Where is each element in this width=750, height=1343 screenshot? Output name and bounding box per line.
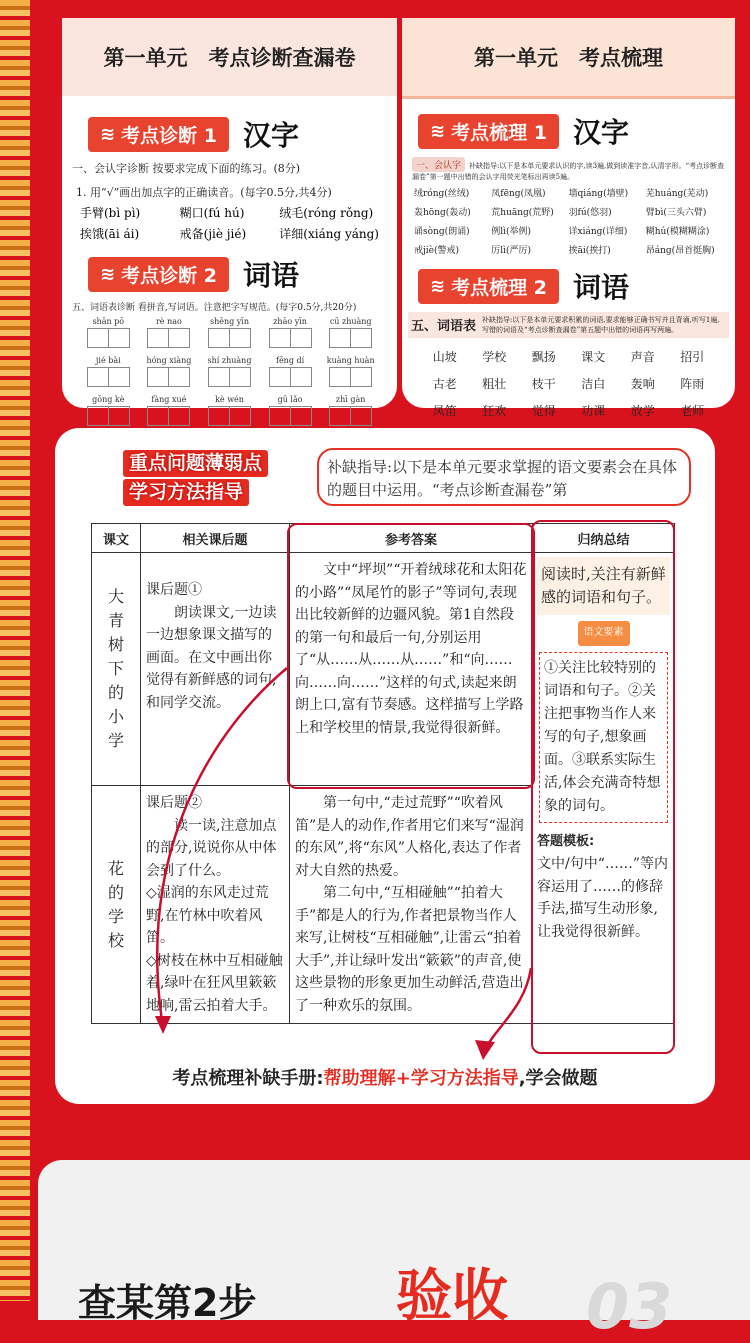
word-item <box>320 356 381 387</box>
word-pinyin: gū lǎo <box>277 395 303 404</box>
pinyin-item: 手臂(bì pì) <box>80 206 141 220</box>
word-pinyin: fēng dí <box>275 356 305 365</box>
writing-boxes[interactable] <box>139 406 200 426</box>
word-pinyin: shí zhuàng <box>207 356 252 365</box>
table-header: 归纳总结 <box>533 524 675 553</box>
summary-tag: 语文要素 <box>578 621 630 646</box>
writing-boxes[interactable] <box>139 328 200 348</box>
vocab-item: 轰响 <box>630 377 655 391</box>
table-header-row <box>92 524 675 553</box>
word-pinyin: kè wén <box>215 395 244 404</box>
answer-cell <box>290 786 533 1024</box>
answer-text: 文中“坪坝”“开着绒球花和太阳花的小路”“凤尾竹的影子”等词句,表现出比较新鲜的边疆风貌。第1自然段的第一句和最后一句,分别运用了“从……从……从……”和“向……向……向……”这样的句式,读起来朗朗上口,富有节奏感。这样描写上学路上和学校里的情景,我觉得很新鲜。 <box>295 562 527 736</box>
vocab-item: 阵雨 <box>680 377 705 391</box>
question-cell <box>141 553 290 786</box>
writing-boxes[interactable] <box>320 406 381 426</box>
study-table <box>91 523 675 1024</box>
table-row <box>92 553 675 786</box>
char-item: 凤fēng(凤凰) <box>491 189 546 199</box>
pinyin-item: 绒毛(róng rǒng) <box>279 206 374 220</box>
char-item: 糊hú(模糊糊涂) <box>645 227 710 237</box>
char-item: 羽fú(悠羽) <box>568 208 612 218</box>
word-item <box>78 395 139 426</box>
vocab-item: 老师 <box>680 404 705 418</box>
vocab-item: 古老 <box>432 377 457 391</box>
table-header: 参考答案 <box>290 524 533 553</box>
review-badge-1 <box>418 114 559 149</box>
gold-ribbon-border <box>0 0 30 1301</box>
summary-top: 阅读时,关注有新鲜感的词语和句子。 <box>537 557 670 615</box>
diagnosis-badge-2 <box>88 257 229 292</box>
wave-icon: ≋ <box>430 275 446 297</box>
word-item <box>139 395 200 426</box>
vocab-item: 学校 <box>482 350 507 364</box>
lesson-name <box>92 786 141 1024</box>
word-item <box>78 356 139 387</box>
word-item <box>260 317 321 348</box>
hint-text: 补缺指导:以下是本单元要求认识的字,读3遍,做到读准字音,认清字形。“考点诊断查漏卷”第一题中出错的会认字用荧光笔标出再读5遍。 <box>412 162 725 181</box>
char-item: 臂bì(三头六臂) <box>645 208 707 218</box>
hint-line <box>412 157 727 182</box>
char-grid <box>414 186 723 256</box>
word-pinyin: shān pō <box>92 317 125 326</box>
badge-topic: 汉字 <box>242 119 299 152</box>
question-text: 读一读,注意加点的部分,说说你从中体会到了什么。 <box>146 817 277 879</box>
vocab-item: 功课 <box>581 404 606 418</box>
writing-boxes[interactable] <box>78 328 139 348</box>
section-line: 一、会认字诊断 按要求完成下面的练习。(8分) <box>72 162 301 175</box>
panel-footer <box>55 1064 715 1090</box>
word-item <box>260 356 321 387</box>
writing-boxes[interactable] <box>320 367 381 387</box>
table-header: 课文 <box>92 524 141 553</box>
review-card <box>402 18 735 418</box>
footer-highlight: 帮助理解+学习方法指导 <box>323 1068 519 1089</box>
char-item: 戒jiè(警戒) <box>414 246 460 256</box>
pinyin-item: 糊口(fú hú) <box>179 206 245 220</box>
answer-cell <box>290 553 533 786</box>
badge-topic: 词语 <box>242 259 299 292</box>
step-number: 03 <box>586 1270 673 1343</box>
vocab-item: 觉得 <box>531 404 556 418</box>
wave-icon: ≋ <box>100 123 116 145</box>
vocab-grid <box>420 348 717 419</box>
char-item: 挨āi(挨打) <box>568 246 611 256</box>
diagnosis-card <box>62 18 397 408</box>
char-item: 详xiáng(详细) <box>568 227 628 237</box>
vocab-item: 声音 <box>630 350 655 364</box>
badge-row-2 <box>418 266 735 306</box>
pinyin-item: 详细(xiáng yáng) <box>279 227 379 241</box>
question-bullet: ◇湿润的东风走过荒野,在竹林中吹着风笛。 <box>146 885 269 946</box>
word-pinyin: gōng kè <box>92 395 125 404</box>
vocab-item: 狂欢 <box>482 404 507 418</box>
step-title: 验收 <box>396 1264 508 1329</box>
panel-label-line: 学习方法指导 <box>123 479 249 506</box>
writing-boxes[interactable] <box>78 367 139 387</box>
word-item <box>78 317 139 348</box>
next-step-card <box>38 1160 750 1343</box>
char-item: 荒huāng(荒野) <box>491 208 554 218</box>
lesson-text: 花的学校 <box>108 858 125 950</box>
summary-cell <box>533 553 675 1024</box>
writing-boxes[interactable] <box>78 406 139 426</box>
badge-label: 考点诊断 1 <box>121 124 217 147</box>
badge-label: 考点梳理 1 <box>451 121 547 144</box>
word-item <box>320 317 381 348</box>
vocab-item: 飘扬 <box>531 350 556 364</box>
word-item <box>199 356 260 387</box>
pinyin-grid <box>80 204 379 242</box>
badge-label: 考点梳理 2 <box>451 276 547 299</box>
char-item: 墙qiáng(墙壁) <box>568 189 629 199</box>
word-pinyin: zhī gàn <box>335 395 366 404</box>
method-panel <box>55 428 715 1104</box>
answer-text: 第二句中,“互相碰触”“拍着大手”都是人的行为,作者把景物当作人来写,让树枝“互相碰触”,让雷云“拍着大手”,并让绿叶发出“簌簌”的声音,使这些景物的形象更加生动鲜活,营造出了一种欢乐的氛围。 <box>295 885 524 1014</box>
wave-icon: ≋ <box>430 120 446 142</box>
badge-topic: 词语 <box>572 271 629 304</box>
section-tag: 一、会认字 <box>412 157 465 172</box>
section-line: 五、词语表诊断 看拼音,写词语。注意把字写规范。(每字0.5分,共20分) <box>72 303 357 313</box>
writing-boxes[interactable] <box>139 367 200 387</box>
word-pinyin: jié bài <box>95 356 121 365</box>
review-card-title: 第一单元 考点梳理 <box>402 18 735 99</box>
hint-text: 补缺指导:以下是本单元要求积累的词语,要求能够正确书写并且背诵,听写1遍,写错的词语及“考点诊断查漏卷”第五题中出错的词语再写两遍。 <box>482 316 720 334</box>
question-cell <box>141 786 290 1024</box>
word-grid <box>78 317 381 426</box>
template-title: 答题模板: <box>537 833 595 849</box>
char-item: 诵sòng(朗诵) <box>414 227 470 237</box>
vocab-item: 山坡 <box>432 350 457 364</box>
writing-boxes[interactable] <box>320 328 381 348</box>
writing-boxes[interactable] <box>260 406 321 426</box>
wave-icon: ≋ <box>100 263 116 285</box>
writing-boxes[interactable] <box>199 367 260 387</box>
char-item: 芜huáng(芜动) <box>645 189 709 199</box>
question-title: 课后题② <box>146 795 202 811</box>
answer-text: 第一句中,“走过荒野”“吹着风笛”是人的动作,作者用它们来写“湿润的东风”,将“东风”人格化,表达了作者对大自然的热爱。 <box>295 795 524 879</box>
step-text: 查某第2步 <box>78 1281 257 1325</box>
word-pinyin: shēng yīn <box>209 317 250 326</box>
panel-label <box>123 450 268 508</box>
review-badge-2 <box>418 269 559 304</box>
vocab-title: 五、词语表 <box>411 319 477 334</box>
vocab-item: 洁白 <box>581 377 606 391</box>
word-pinyin: hóng xiàng <box>146 356 192 365</box>
footer-suffix: ,学会做题 <box>518 1068 598 1089</box>
word-item <box>199 395 260 426</box>
diagnosis-badge-1 <box>88 117 229 152</box>
char-item: 轰hōng(轰动) <box>414 208 471 218</box>
lesson-name <box>92 553 141 786</box>
summary-points: ①关注比较特别的词语和句子。②关注把事物当作人来写的句子,想象画面。③联系实际生活,体会充满奇特想象的词句。 <box>539 652 668 823</box>
word-item <box>139 317 200 348</box>
badge-label: 考点诊断 2 <box>121 264 217 287</box>
char-item: 例lì(举例) <box>491 227 532 237</box>
vocab-item: 凤笛 <box>432 404 457 418</box>
question-text: 朗读课文,一边读一边想象课文描写的画面。在文中画出你觉得有新鲜感的词句,和同学交流。 <box>146 604 277 711</box>
word-item <box>139 356 200 387</box>
panel-label-line: 重点问题薄弱点 <box>123 450 268 477</box>
hint-box: 补缺指导:以下是本单元要求掌握的语文要素会在具体的题目中运用。“考点诊断查漏卷”第 <box>317 448 691 506</box>
table-header: 相关课后题 <box>141 524 290 553</box>
template-text: 文中/句中“……”等内容运用了……的修辞手法,描写生动形象,让我觉得很新鲜。 <box>537 856 669 940</box>
word-item <box>199 317 260 348</box>
badge-row-2 <box>88 254 397 294</box>
char-item: 厉lì(严厉) <box>491 246 532 256</box>
writing-boxes[interactable] <box>199 406 260 426</box>
writing-boxes[interactable] <box>260 367 321 387</box>
diagnosis-card-title: 第一单元 考点诊断查漏卷 <box>62 18 397 96</box>
word-item <box>260 395 321 426</box>
vocab-item: 招引 <box>680 350 705 364</box>
vocab-header <box>408 312 729 338</box>
word-pinyin: zhāo yīn <box>273 317 307 326</box>
char-item: 昂áng(昂首挺胸) <box>645 246 715 256</box>
writing-boxes[interactable] <box>260 328 321 348</box>
question-bullet: ◇树枝在林中互相碰触着,绿叶在狂风里簌簌地响,雷云拍着大手。 <box>146 952 283 1014</box>
writing-boxes[interactable] <box>199 328 260 348</box>
badge-row-1 <box>418 111 735 151</box>
word-pinyin: rè nao <box>155 317 182 326</box>
badge-row-1 <box>88 114 397 154</box>
char-item: 绒róng(丝绒) <box>414 189 470 199</box>
question-line: 1. 用“√”画出加点字的正确读音。(每字0.5分,共4分) <box>76 186 332 199</box>
vocab-item: 课文 <box>581 350 606 364</box>
word-item <box>320 395 381 426</box>
word-pinyin: fàng xué <box>151 395 187 404</box>
word-pinyin: kuàng huàn <box>326 356 375 365</box>
pinyin-item: 挨饿(āi ái) <box>80 227 140 241</box>
lesson-text: 大青树下的小学 <box>108 587 125 750</box>
question-title: 课后题① <box>146 582 202 598</box>
vocab-item: 枝干 <box>531 377 556 391</box>
vocab-item: 放学 <box>630 404 655 418</box>
vocab-item: 粗壮 <box>482 377 507 391</box>
badge-topic: 汉字 <box>572 116 629 149</box>
footer-prefix: 考点梳理补缺手册: <box>172 1068 324 1089</box>
word-pinyin: cū zhuàng <box>329 317 372 326</box>
pinyin-item: 戒备(jiè jié) <box>179 227 247 241</box>
